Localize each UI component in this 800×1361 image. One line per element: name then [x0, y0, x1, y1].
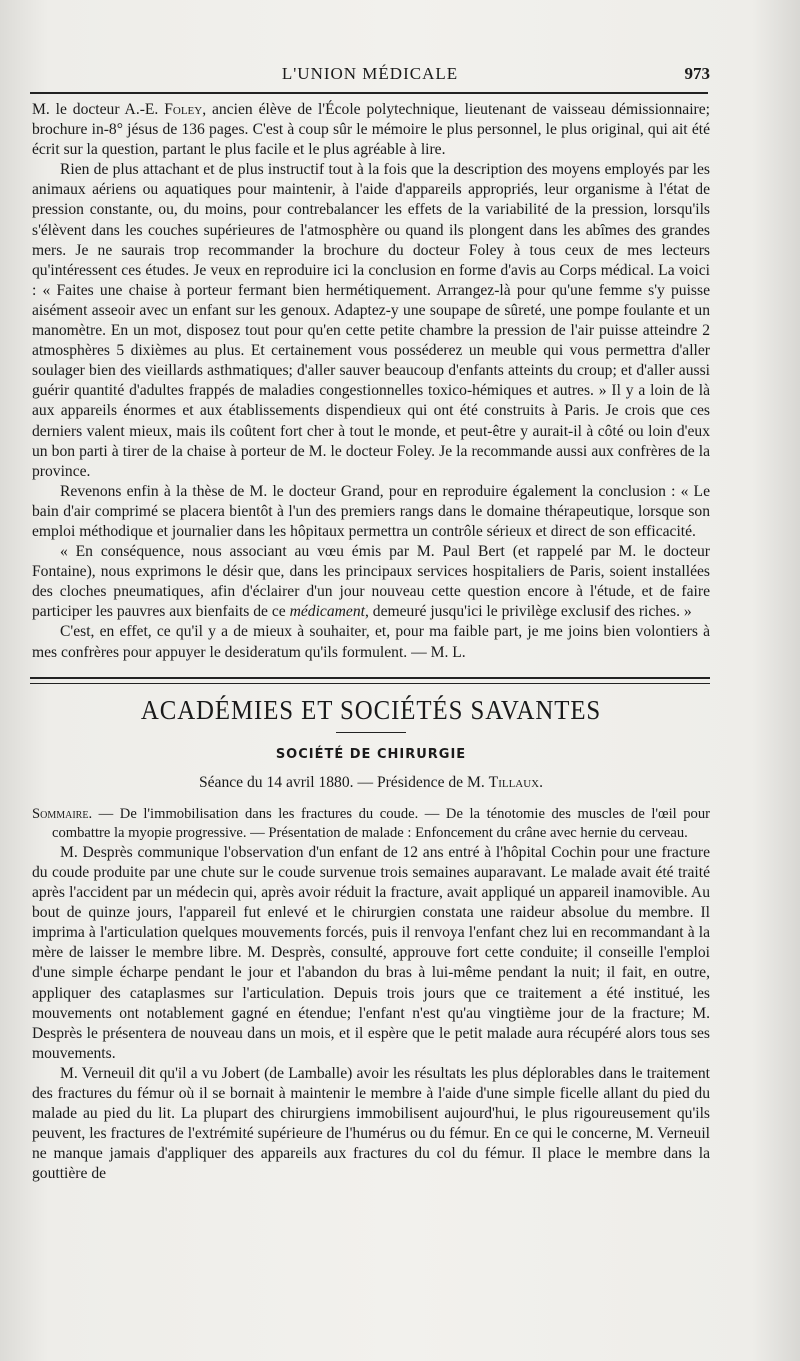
journal-title: L'UNION MÉDICALE — [281, 64, 459, 83]
section-divider — [30, 677, 710, 684]
paragraph-despres: M. Desprès communique l'observation d'un enfant de 12 ans entré à l'hôpital Cochin pour une fracture du coude produite par une chute sur le coude survenue trois semaines auparavant. Le malade avait été traité après l'accident par un médecin qui, après avoir réduit la fracture, avait appliqué un appareil inamovible. Au bout de quinze jours, l'appareil fut enlevé et le chirurgien constata une raideur absolue du membre. Il imprima à l'articulation quelques mouvements forcés, puis il renvoya l'enfant chez lui en recommandant à la mère de laisser le membre libre. M. Desprès, consulté, approuve fort cette conduite; il conseille l'emploi d'une simple écharpe pendant le jour et l'abandon du bras à lui-même pendant la nuit; il fait, en outre, appliquer des cataplasmes sur l'articulation. Depuis trois jours que ce traitement a été institué, les mouvements ont notablement gagné en étendue; l'enfant n'est qu'au vingtième jour de la fracture; M. Desprès le présentera de nouveau dans un mois, et il espère que le petit malade aura récupéré alors tous ses mouvements. — [32, 843, 710, 1062]
short-rule — [336, 732, 406, 733]
author-name: Foley — [164, 101, 203, 118]
p1-lead: M. le docteur A.-E. — [32, 101, 165, 118]
p1-rest: , ancien élève de l'École polytechnique, lieutenant de vaisseau démissionnaire; brochure in-8° jésus de 136 pages. C'est à coup sûr le mémoire le plus personnel, le plus original, qui ait été écrit sur la question, partant le plus facile et le plus agréable à lire. — [32, 101, 710, 159]
running-head — [30, 56, 710, 86]
italic-word: médicament — [289, 603, 365, 621]
summary-text: . — De l'immobilisation dans les fractures du coude. — De la ténotomie des muscles de l'œil pour combattre la myopie progressive. — Présentation de malade : Enfoncement du crâne avec hernie du cerveau. — [52, 805, 710, 841]
session-end: . — [539, 773, 544, 791]
president-name: Tillaux — [488, 773, 540, 791]
text-column — [32, 100, 710, 1185]
paragraph-grand-thesis: Revenons enfin à la thèse de M. le docteur Grand, pour en reproduire également la conclusion : « Le bain d'air comprimé se placera bientôt à l'un des premiers rangs dans le domaine thérapeutique, lorsque son emploi méthodique et journalier dans les hôpitaux permettra un contrôle sérieux et direct de son efficacité. — [32, 482, 710, 540]
summary — [32, 805, 710, 843]
p4-end: , demeuré jusqu'ici le privilège exclusif des riches. » — [364, 603, 692, 621]
paragraph-closing: C'est, en effet, ce qu'il y a de mieux à souhaiter, et, pour ma faible part, je me joins bien volontiers à mes confrères pour appuyer le desideratum qu'ils formulent. — M. L. — [32, 623, 710, 661]
section-title: ACADÉMIES ET SOCIÉTÉS SAVANTES — [140, 694, 602, 725]
paragraph-verneuil: M. Verneuil dit qu'il a vu Jobert (de Lamballe) avoir les résultats les plus déplorables dans le traitement des fractures du fémur où il se bornait à maintenir le membre à l'aide d'une simple ficelle allant du pied du malade au pied du lit. La plupart des chirurgiens immobilisent aujourd'hui, le plus rigoureusement qu'ils peuvent, les fractures de l'extrémité supérieure de l'humérus ou du fémur. En ce qui le concerne, M. Verneuil ne manque jamais d'appliquer des appareils aux fractures du col du fémur. Il place le membre dans la gouttière de — [32, 1064, 710, 1183]
session-line — [32, 773, 710, 793]
page-number: 973 — [684, 64, 710, 83]
paragraph-foley-conclusion: Rien de plus attachant et de plus instructif tout à la fois que la description des moyens employés par les animaux aériens ou aquatiques pour maintenir, à l'aide d'appareils appropriés, leur organisme à l'état de pression constante, ou, du moins, pour contrebalancer les effets de la variabilité de la pression, lorsqu'ils s'élèvent dans les couches supérieures de l'atmosphère ou quand ils plongent dans les abîmes des grandes mers. Je ne saurais trop recommander la brochure du docteur Foley à tous ceux de mes lecteurs qu'intéressent ces études. Je veux en reproduire ici la conclusion en forme d'avis au Corps médical. La voici : « Faites une chaise à porteur fermant bien hermétiquement. Arrangez-là pour qu'une femme s'y puisse aisément asseoir avec un enfant sur les genoux. Adaptez-y une soupape de sûreté, une pompe foulante et un manomètre. En un mot, disposez tout pour qu'en cette petite chambre la pression de l'air puisse atteindre 2 atmosphères 5 dixièmes au plus. Et certainement vous posséderez un meuble qui vous permettra d'aller soulager bien des vieillards asthmatiques; d'aller sauver beaucoup d'enfants atteints du croup; et d'aller aussi guérir quantité d'adultes frappés de maladies congestionnelles toxico-hémiques et autres. » Il y a loin de là aux appareils énormes et aux établissements dispendieux qui ont été construits à Paris. Je crois que ces derniers valent mieux, mais ils coûtent fort cher à tout le monde, et peut-être y aurait-il à côté ou loin d'eux un bon parti à tirer de la chaise à porteur de M. le docteur Foley. Je la recommande aussi aux confrères de la province. — [32, 161, 710, 480]
paragraph-grand-quote — [32, 542, 710, 622]
paragraph-foley-brochure — [32, 100, 710, 160]
p4-main: « En conséquence, nous associant au vœu émis par M. Paul Bert (et rappelé par M. le docteur Fontaine), nous exprimons le désir que, dans les principaux services hospitaliers de Paris, soient installées des cloches pneumatiques, afin d'éclairer d'un jour nouveau cette question encore à l'étude, et de faire participer les pauvres aux bienfaits de ce — [32, 543, 710, 621]
session-lead: Séance du 14 avril 1880. — Présidence de M. — [198, 773, 489, 791]
society-name: SOCIÉTÉ DE CHIRURGIE — [275, 746, 467, 762]
summary-label: Sommaire — [32, 805, 89, 822]
header-rule — [30, 92, 708, 94]
